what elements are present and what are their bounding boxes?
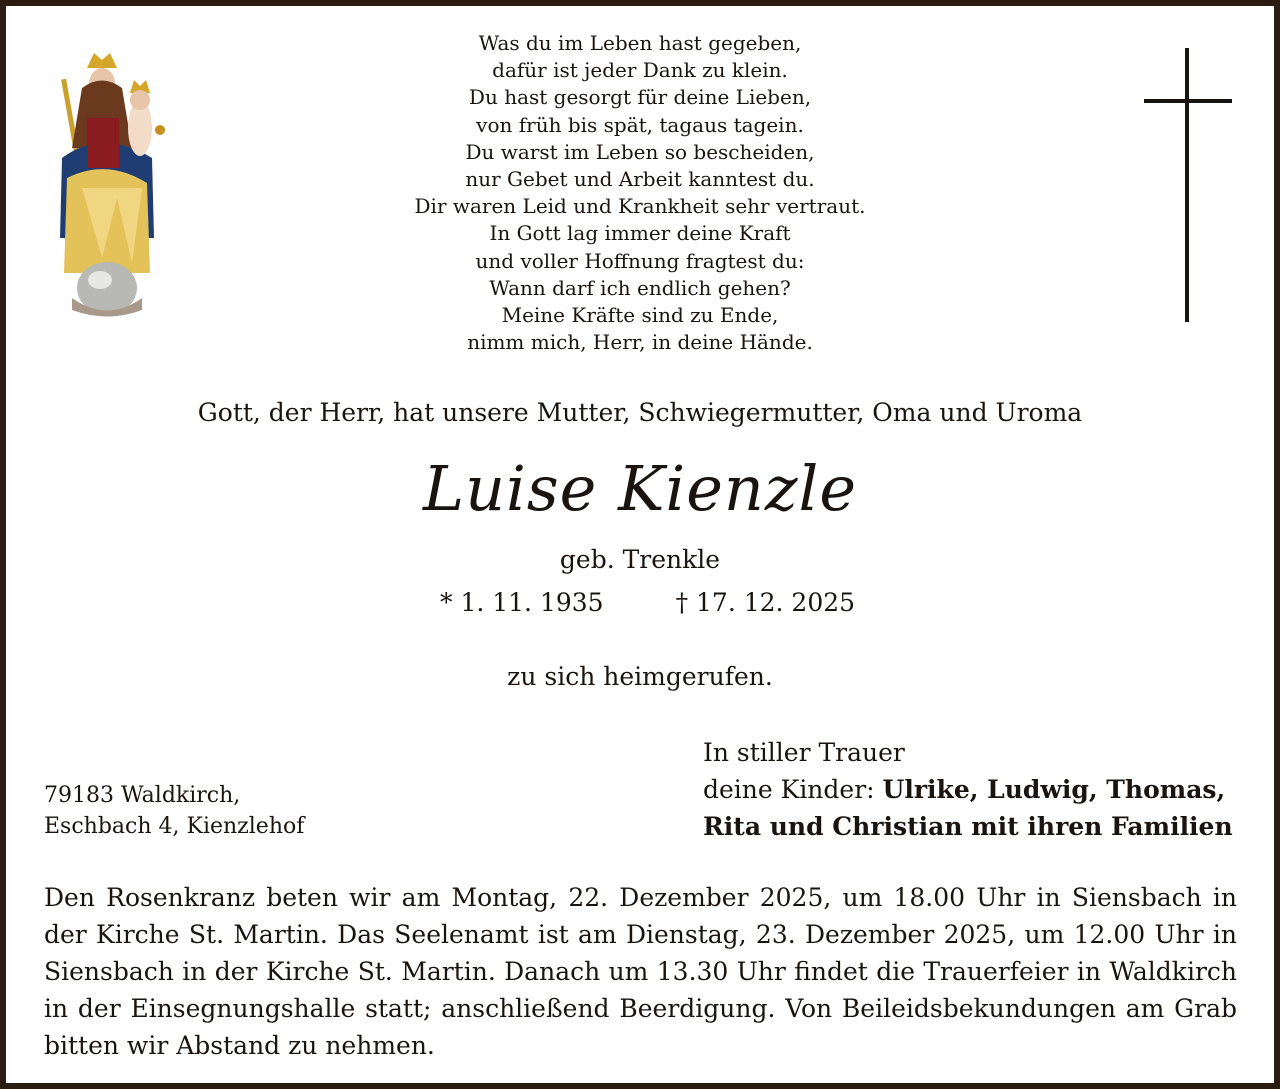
poem-line: Meine Kräfte sind zu Ende,	[501, 303, 779, 328]
mourners-heading: In stiller Trauer	[703, 738, 905, 767]
called-home-text: zu sich heimgerufen.	[507, 662, 773, 691]
poem-line: und voller Hoffnung fragtest du:	[475, 248, 805, 273]
life-dates	[440, 588, 855, 617]
mourners-names: Ulrike, Ludwig, Thomas,	[882, 775, 1226, 804]
poem-line: Was du im Leben hast gegeben,	[478, 31, 802, 55]
address-line: 79183 Waldkirch,	[44, 783, 241, 808]
poem-line: In Gott lag immer deine Kraft	[489, 221, 791, 246]
cross-icon	[1144, 48, 1232, 322]
maiden-name: geb. Trenkle	[559, 545, 721, 574]
poem-line: Du warst im Leben so bescheiden,	[465, 139, 815, 164]
mourners-families: Rita und Christian mit ihren Familien	[703, 812, 1233, 841]
poem-line: Wann darf ich endlich gehen?	[489, 275, 791, 300]
poem-line: Dir waren Leid und Krankheit sehr vertraut.	[414, 194, 866, 219]
death-date: † 17. 12. 2025	[675, 588, 856, 617]
poem-line: Du hast gesorgt für deine Lieben,	[468, 85, 812, 110]
deceased-name: Luise Kienzle	[422, 452, 858, 525]
madonna-statue-image	[42, 48, 172, 320]
address-line: Eschbach 4, Kienzlehof	[44, 814, 305, 839]
poem-line: nur Gebet und Arbeit kanntest du.	[465, 167, 815, 192]
mourners-prefix: deine Kinder:	[703, 775, 875, 804]
service-notice: Den Rosenkranz beten wir am Montag, 22. Dezember 2025, um 18.00 Uhr in Siensbach in der Kirche St. Martin. Das Seelenamt ist am Dienstag, 23. Dezember 2025, um 12.00 Uhr in Siensbach in der Kirche St. Martin. Danach um 13.30 Uhr findet die Trauerfeier in Waldkirch in der Einsegnungshalle statt; anschließend Beerdigung. Von Beileidsbekundungen am Grab bitten wir Abstand zu nehmen.	[44, 883, 1237, 1060]
intro-text: Gott, der Herr, hat unsere Mutter, Schwiegermutter, Oma und Uroma	[197, 398, 1083, 427]
mourners	[703, 734, 1233, 845]
poem-line: dafür ist jeder Dank zu klein.	[492, 58, 788, 83]
poem-line: nimm mich, Herr, in deine Hände.	[467, 330, 813, 355]
poem-line: von früh bis spät, tagaus tagein.	[476, 112, 804, 137]
address	[44, 780, 304, 842]
birth-date: * 1. 11. 1935	[440, 588, 604, 617]
poem	[340, 30, 940, 356]
